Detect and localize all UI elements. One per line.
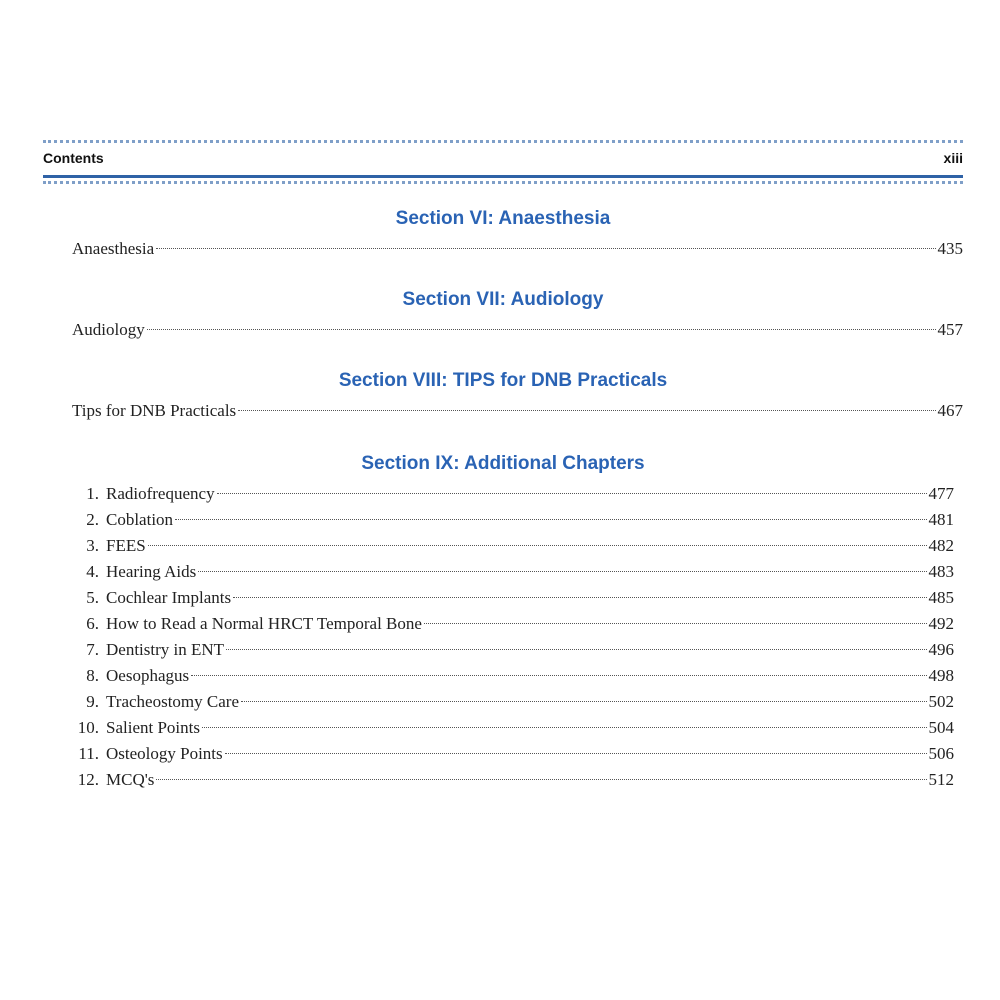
dot-leader (226, 649, 926, 650)
entry-page: 502 (928, 692, 954, 711)
entry-number: 12. (77, 770, 99, 789)
dot-leader (225, 753, 927, 754)
dot-leader (148, 545, 927, 546)
entry-page: 457 (937, 320, 963, 339)
page-number: xiii (943, 150, 963, 166)
entry-number: 1. (86, 484, 99, 503)
top-dotted-rule (43, 140, 963, 143)
entry-page: 435 (937, 239, 963, 258)
entry-title: Cochlear Implants (106, 588, 232, 607)
toc-entry[interactable] (43, 317, 963, 343)
toc-page (43, 140, 963, 793)
entry-page: 512 (928, 770, 954, 789)
toc-entry[interactable] (43, 398, 963, 424)
entry-page: 506 (928, 744, 954, 763)
entry-number: 9. (86, 692, 99, 711)
toc-entry[interactable] (43, 507, 963, 533)
dot-leader (238, 410, 935, 411)
entry-page: 467 (937, 401, 963, 420)
entry-title: Osteology Points (106, 744, 223, 763)
entry-title: Dentistry in ENT (106, 640, 225, 659)
entry-number: 10. (77, 718, 99, 737)
entry-number: 11. (78, 744, 99, 763)
entry-title: Tracheostomy Care (106, 692, 239, 711)
toc-entry[interactable] (43, 611, 963, 637)
toc-entry[interactable] (43, 481, 963, 507)
dot-leader (424, 623, 927, 624)
dot-leader (217, 493, 927, 494)
entry-title: Coblation (106, 510, 174, 529)
entry-title: Oesophagus (106, 666, 190, 685)
entry-number: 2. (86, 510, 99, 529)
toc-entry[interactable] (43, 767, 963, 793)
entry-title: Audiology (72, 320, 145, 339)
section-title: Section IX: Additional Chapters (361, 453, 645, 474)
toc-entry[interactable] (43, 585, 963, 611)
dot-leader (175, 519, 926, 520)
entry-number: 8. (86, 666, 99, 685)
dot-leader (198, 571, 926, 572)
dot-leader (241, 701, 927, 702)
header-solid-rule (43, 175, 963, 178)
entry-title: How to Read a Normal HRCT Temporal Bone (106, 614, 422, 633)
entry-title: Tips for DNB Practicals (72, 401, 237, 420)
toc-entry[interactable] (43, 715, 963, 741)
entry-page: 498 (928, 666, 954, 685)
entry-page: 485 (928, 588, 954, 607)
entry-page: 481 (928, 510, 954, 529)
dot-leader (191, 675, 926, 676)
dot-leader (156, 779, 926, 780)
entry-page: 477 (928, 484, 954, 503)
running-head: Contents (43, 150, 104, 166)
toc-entry[interactable] (43, 236, 963, 262)
entry-number: 7. (86, 640, 99, 659)
entry-title: MCQ's (106, 770, 155, 789)
dot-leader (233, 597, 926, 598)
entry-number: 4. (86, 562, 99, 581)
toc-entry[interactable] (43, 663, 963, 689)
chapter-list (43, 481, 963, 793)
page-header (43, 147, 963, 169)
section-title: Section VII: Audiology (402, 289, 604, 310)
entry-page: 483 (928, 562, 954, 581)
entry-title: Radiofrequency (106, 484, 215, 503)
header-rules (43, 175, 963, 184)
entry-number: 3. (86, 536, 99, 555)
toc-entry[interactable] (43, 689, 963, 715)
section-title: Section VIII: TIPS for DNB Practicals (338, 370, 668, 391)
entry-page: 504 (928, 718, 954, 737)
toc-entry[interactable] (43, 637, 963, 663)
entry-number: 5. (86, 588, 99, 607)
entry-title: FEES (106, 536, 146, 555)
toc-entry[interactable] (43, 741, 963, 767)
entry-title: Anaesthesia (72, 239, 155, 258)
entry-title: Hearing Aids (106, 562, 197, 581)
dot-leader (202, 727, 927, 728)
entry-page: 496 (928, 640, 954, 659)
toc-entry[interactable] (43, 533, 963, 559)
entry-page: 492 (928, 614, 954, 633)
entry-page: 482 (928, 536, 954, 555)
toc-entry[interactable] (43, 559, 963, 585)
dot-leader (147, 329, 936, 330)
entry-title: Salient Points (106, 718, 200, 737)
header-dotted-rule (43, 181, 963, 184)
entry-number: 6. (86, 614, 99, 633)
dot-leader (156, 248, 935, 249)
section-title: Section VI: Anaesthesia (395, 208, 611, 229)
